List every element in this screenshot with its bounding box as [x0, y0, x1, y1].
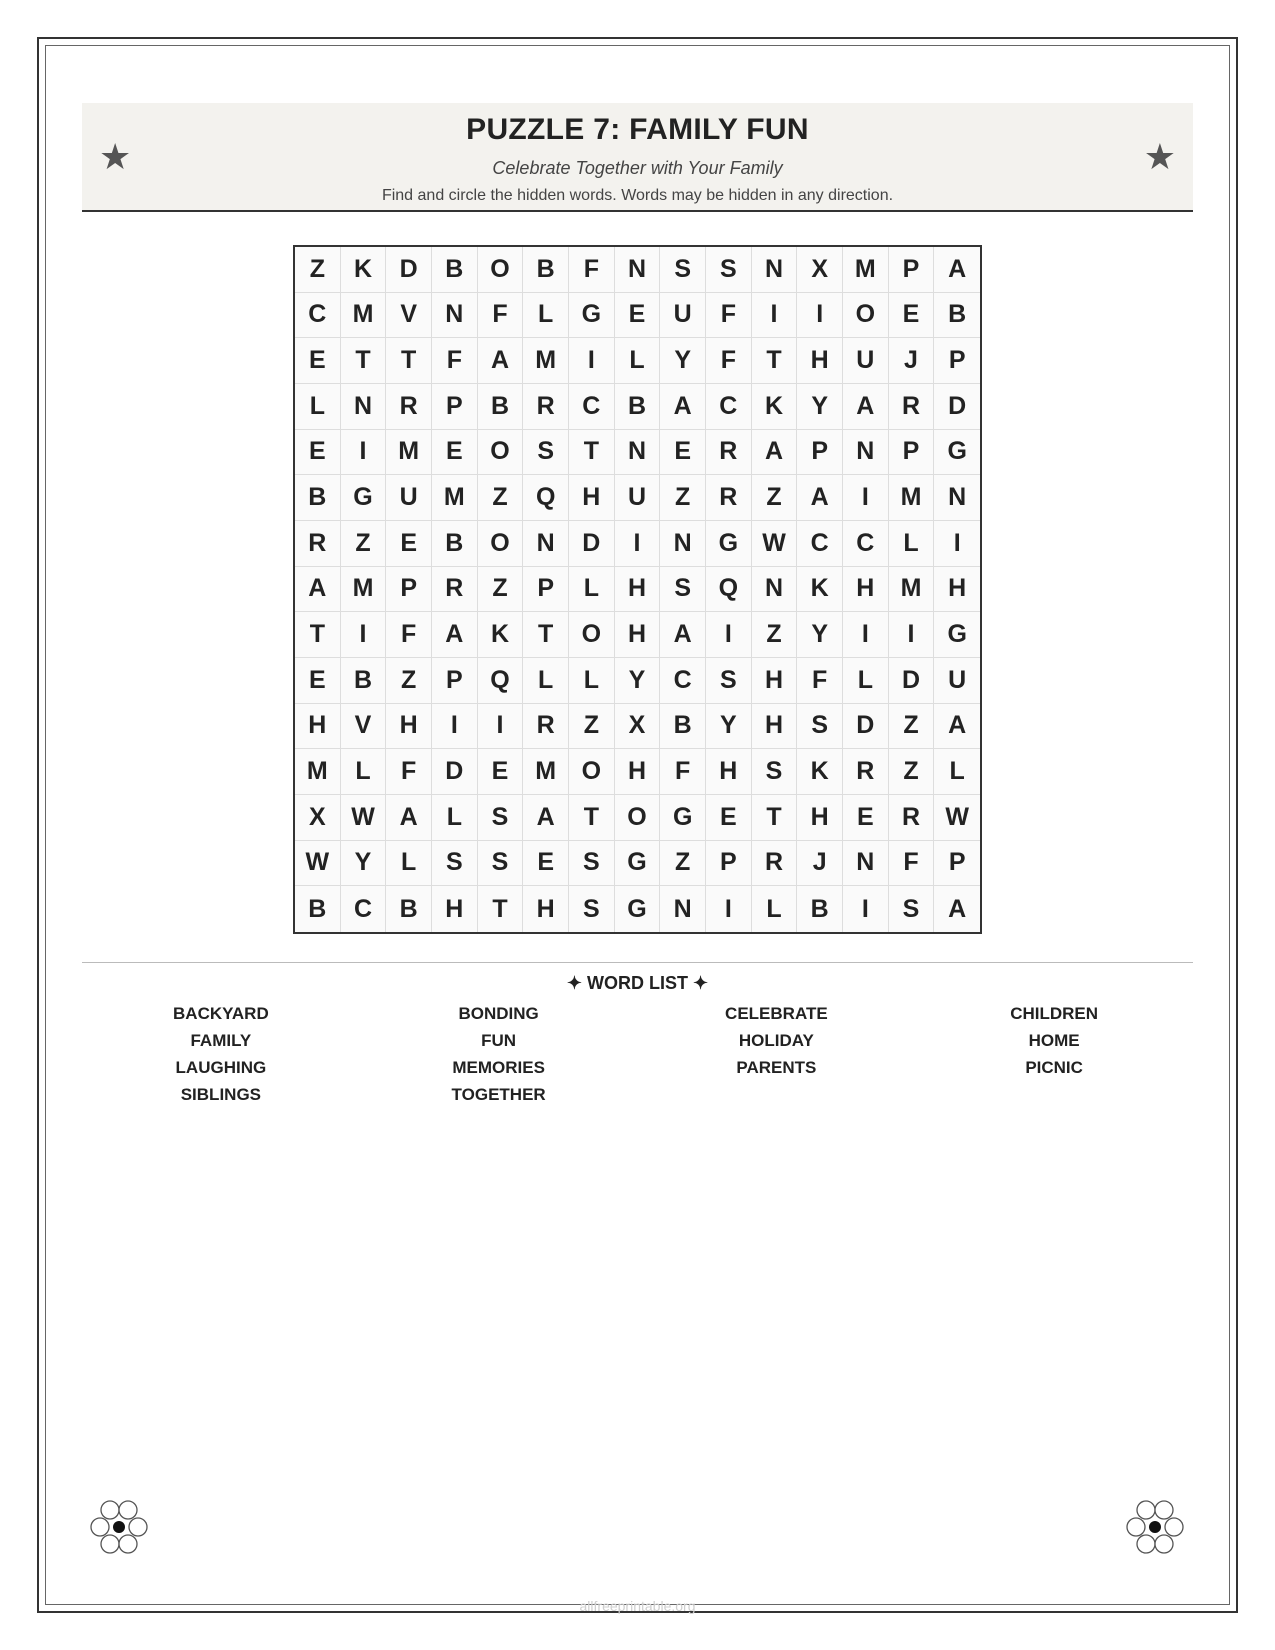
grid-cell: T: [341, 338, 387, 384]
grid-cell: A: [843, 384, 889, 430]
grid-cell: Q: [706, 567, 752, 613]
grid-cell: G: [934, 430, 980, 476]
grid-cell: N: [615, 247, 661, 293]
grid-cell: B: [615, 384, 661, 430]
grid-cell: O: [478, 430, 524, 476]
grid-cell: G: [660, 795, 706, 841]
grid-cell: F: [660, 749, 706, 795]
grid-cell: T: [523, 612, 569, 658]
grid-cell: I: [341, 430, 387, 476]
grid-cell: I: [478, 704, 524, 750]
word-list-item: BACKYARD: [173, 1004, 269, 1023]
grid-cell: R: [752, 841, 798, 887]
grid-cell: U: [386, 475, 432, 521]
grid-cell: G: [615, 886, 661, 932]
grid-cell: F: [889, 841, 935, 887]
grid-cell: H: [706, 749, 752, 795]
grid-cell: L: [295, 384, 341, 430]
grid-cell: E: [843, 795, 889, 841]
grid-cell: M: [843, 247, 889, 293]
grid-cell: R: [706, 475, 752, 521]
grid-cell: A: [948, 894, 967, 923]
grid-cell: H: [569, 475, 615, 521]
grid-cell: H: [432, 886, 478, 932]
grid-cell: D: [386, 247, 432, 293]
grid-cell: F: [386, 749, 432, 795]
grid-cell: B: [386, 886, 432, 932]
grid-cell: B: [295, 475, 341, 521]
grid-cell: S: [478, 795, 524, 841]
grid-cell: K: [478, 612, 524, 658]
grid-cell: Q: [523, 475, 569, 521]
grid-cell: V: [341, 704, 387, 750]
grid-cell: D: [889, 658, 935, 704]
grid-cell: L: [934, 749, 980, 795]
grid-cell: A: [752, 430, 798, 476]
grid-cell: Y: [797, 384, 843, 430]
grid-cell: Z: [752, 475, 798, 521]
grid-cell: Z: [752, 612, 798, 658]
grid-cell: F: [706, 338, 752, 384]
grid-cell: T: [752, 795, 798, 841]
grid-cell: Z: [660, 475, 706, 521]
grid-cell: D: [843, 704, 889, 750]
grid-cell: S: [797, 704, 843, 750]
grid-cell: S: [523, 430, 569, 476]
grid-cell: T: [569, 430, 615, 476]
grid-cell: R: [889, 384, 935, 430]
grid-cell: D: [569, 521, 615, 567]
grid-cell: B: [478, 384, 524, 430]
grid-cell: S: [432, 841, 478, 887]
word-list-item: SIBLINGS: [180, 1085, 262, 1104]
grid-cell: Y: [341, 841, 387, 887]
grid-cell: H: [386, 704, 432, 750]
grid-cell: E: [523, 841, 569, 887]
grid-cell: L: [523, 658, 569, 704]
grid-cell: I: [934, 521, 980, 567]
grid-cell: S: [752, 749, 798, 795]
grid-cell: E: [432, 430, 478, 476]
grid-cell: R: [523, 384, 569, 430]
word-list-item: TOGETHER: [451, 1085, 546, 1104]
grid-cell: E: [660, 430, 706, 476]
grid-cell: S: [569, 886, 615, 932]
grid-cell: Y: [797, 612, 843, 658]
grid-cell: F: [706, 293, 752, 339]
grid-cell: O: [478, 521, 524, 567]
grid-cell: B: [295, 886, 341, 932]
grid-cell: C: [569, 384, 615, 430]
grid-cell: M: [889, 475, 935, 521]
grid-cell: X: [615, 704, 661, 750]
grid-cell: I: [889, 612, 935, 658]
word-list-item: BONDING: [458, 1004, 539, 1023]
grid-cell: Y: [660, 338, 706, 384]
grid-cell: I: [797, 293, 843, 339]
grid-cell: C: [341, 886, 387, 932]
word-list-item: HOLIDAY: [738, 1031, 814, 1050]
grid-cell: T: [569, 795, 615, 841]
grid-cell: Z: [889, 749, 935, 795]
grid-cell: B: [432, 247, 478, 293]
grid-cell: T: [295, 612, 341, 658]
grid-cell: S: [660, 247, 706, 293]
grid-cell: W: [295, 841, 341, 887]
grid-cell: I: [569, 338, 615, 384]
grid-cell: P: [797, 430, 843, 476]
grid-cell: P: [432, 658, 478, 704]
grid-cell: O: [615, 795, 661, 841]
grid-cell: N: [752, 567, 798, 613]
grid-cell: I: [843, 886, 889, 932]
grid-cell: P: [432, 384, 478, 430]
grid-cell: E: [706, 795, 752, 841]
grid-cell: H: [523, 886, 569, 932]
grid-cell: Z: [295, 247, 341, 293]
grid-cell: E: [889, 293, 935, 339]
word-list-item: FAMILY: [190, 1031, 252, 1050]
grid-cell: S: [660, 567, 706, 613]
grid-cell: H: [797, 338, 843, 384]
grid-cell: Z: [386, 658, 432, 704]
word-list-item: FUN: [481, 1031, 517, 1050]
grid-cell: R: [295, 521, 341, 567]
grid-cell: C: [797, 521, 843, 567]
grid-cell: H: [615, 567, 661, 613]
grid-cell: P: [934, 841, 980, 887]
grid-cell: I: [706, 886, 752, 932]
grid-cell: L: [752, 886, 798, 932]
grid-cell: D: [934, 384, 980, 430]
grid-cell: E: [295, 338, 341, 384]
grid-cell: X: [295, 795, 341, 841]
watermark: allfreeprintable.org: [579, 1598, 696, 1614]
grid-cell: I: [706, 612, 752, 658]
grid-cell: E: [295, 658, 341, 704]
grid-cell: L: [569, 658, 615, 704]
grid-cell: M: [523, 338, 569, 384]
grid-cell: I: [341, 612, 387, 658]
grid-cell: G: [706, 521, 752, 567]
grid-cell: S: [569, 841, 615, 887]
grid-cell: A: [934, 704, 980, 750]
grid-cell: L: [523, 293, 569, 339]
grid-cell: Y: [706, 704, 752, 750]
word-list-item: PICNIC: [1025, 1058, 1083, 1077]
grid-cell: I: [752, 293, 798, 339]
grid-cell: H: [615, 749, 661, 795]
grid-cell: N: [660, 521, 706, 567]
grid-cell: K: [797, 567, 843, 613]
word-list: [82, 1004, 1193, 1105]
grid-cell: N: [843, 430, 889, 476]
grid-cell: L: [615, 338, 661, 384]
grid-cell: T: [386, 338, 432, 384]
grid-cell: K: [341, 247, 387, 293]
grid-cell: U: [615, 475, 661, 521]
grid-cell: B: [934, 293, 980, 339]
grid-cell: N: [432, 293, 478, 339]
grid-cell: U: [660, 293, 706, 339]
grid-cell: C: [843, 521, 889, 567]
grid-cell: N: [523, 521, 569, 567]
grid-cell: A: [660, 612, 706, 658]
grid-cell: N: [934, 475, 980, 521]
grid-cell: P: [523, 567, 569, 613]
grid-cell: M: [432, 475, 478, 521]
grid-cell: E: [478, 749, 524, 795]
grid-cell: P: [889, 247, 935, 293]
grid-cell: L: [889, 521, 935, 567]
grid-cell: I: [432, 704, 478, 750]
grid-cell: Z: [478, 475, 524, 521]
word-list-item: CHILDREN: [1010, 1004, 1099, 1023]
grid-cell: G: [934, 612, 980, 658]
grid-cell: A: [295, 567, 341, 613]
grid-cell: N: [615, 430, 661, 476]
grid-cell: B: [797, 886, 843, 932]
grid-cell: F: [797, 658, 843, 704]
grid-cell: M: [341, 567, 387, 613]
grid-cell: P: [889, 430, 935, 476]
grid-cell: B: [523, 247, 569, 293]
grid-cell: P: [934, 338, 980, 384]
word-list-title: ✦ WORD LIST ✦: [566, 973, 709, 993]
grid-cell: H: [797, 795, 843, 841]
grid-cell: I: [615, 521, 661, 567]
word-list-item: MEMORIES: [452, 1058, 545, 1077]
grid-cell: O: [569, 749, 615, 795]
grid-cell: Y: [615, 658, 661, 704]
grid-cell: N: [843, 841, 889, 887]
grid-cell: E: [386, 521, 432, 567]
puzzle-header: [82, 103, 1193, 212]
grid-cell: B: [432, 521, 478, 567]
grid-cell: K: [797, 749, 843, 795]
grid-cell: W: [752, 521, 798, 567]
grid-cell: L: [341, 749, 387, 795]
grid-cell: L: [432, 795, 478, 841]
grid-cell: F: [432, 338, 478, 384]
page-subtitle: Celebrate Together with Your Family: [492, 158, 783, 178]
grid-cell: S: [889, 886, 935, 932]
grid-cell: S: [706, 658, 752, 704]
word-list-item: LAUGHING: [175, 1058, 267, 1077]
grid-cell: E: [295, 430, 341, 476]
grid-cell: K: [752, 384, 798, 430]
grid-cell: G: [615, 841, 661, 887]
grid-cell: E: [615, 293, 661, 339]
grid-cell: O: [478, 247, 524, 293]
grid-cell: J: [797, 841, 843, 887]
grid-cell: R: [843, 749, 889, 795]
grid-cell: T: [478, 886, 524, 932]
grid-cell: W: [341, 795, 387, 841]
grid-cell: V: [386, 293, 432, 339]
grid-cell: A: [432, 612, 478, 658]
star-icon: ★: [99, 136, 132, 177]
grid-cell: O: [569, 612, 615, 658]
word-list-item: PARENTS: [736, 1058, 817, 1077]
grid-cell: M: [386, 430, 432, 476]
grid-cell: A: [386, 795, 432, 841]
grid-cell: B: [660, 704, 706, 750]
grid-cell: U: [934, 658, 980, 704]
grid-cell: G: [569, 293, 615, 339]
grid-cell: M: [889, 567, 935, 613]
grid-cell: N: [660, 886, 706, 932]
grid-cell: R: [889, 795, 935, 841]
flower-icon: [1124, 1500, 1188, 1560]
grid-cell: G: [341, 475, 387, 521]
grid-cell: U: [843, 338, 889, 384]
grid-cell: Z: [569, 704, 615, 750]
grid-cell: M: [295, 749, 341, 795]
grid-cell: H: [752, 658, 798, 704]
instructions: Find and circle the hidden words. Words may be hidden in any direction.: [381, 187, 894, 204]
word-search-grid: [293, 245, 982, 934]
grid-cell: A: [523, 795, 569, 841]
grid-cell: L: [569, 567, 615, 613]
grid-cell: R: [523, 704, 569, 750]
grid-cell: P: [706, 841, 752, 887]
grid-cell: N: [752, 247, 798, 293]
grid-cell: A: [660, 384, 706, 430]
grid-cell: F: [569, 247, 615, 293]
grid-cell: X: [797, 247, 843, 293]
grid-cell: Z: [660, 841, 706, 887]
grid-cell: A: [478, 338, 524, 384]
grid-cell: L: [843, 658, 889, 704]
flower-icon: [88, 1500, 152, 1560]
grid-cell: C: [660, 658, 706, 704]
grid-cell: R: [706, 430, 752, 476]
grid-cell: Z: [889, 704, 935, 750]
grid-cell: C: [295, 293, 341, 339]
grid-cell: D: [432, 749, 478, 795]
grid-cell: Z: [341, 521, 387, 567]
grid-cell: I: [843, 612, 889, 658]
grid-cell: F: [478, 293, 524, 339]
grid-cell: T: [752, 338, 798, 384]
grid-cell: J: [889, 338, 935, 384]
word-list-item: CELEBRATE: [725, 1004, 828, 1023]
page-title: PUZZLE 7: FAMILY FUN: [466, 113, 809, 146]
grid-cell: L: [386, 841, 432, 887]
grid-cell: R: [386, 384, 432, 430]
grid-cell: H: [752, 704, 798, 750]
grid-cell: H: [843, 567, 889, 613]
grid-cell: P: [386, 567, 432, 613]
grid-cell: I: [843, 475, 889, 521]
grid-cell: S: [478, 841, 524, 887]
grid-cell: Z: [478, 567, 524, 613]
grid-cell: H: [934, 567, 980, 613]
grid-cell: H: [295, 704, 341, 750]
grid-cell: R: [432, 567, 478, 613]
grid-cell: N: [341, 384, 387, 430]
word-list-item: HOME: [1028, 1031, 1080, 1050]
grid-cell: B: [341, 658, 387, 704]
grid-cell: O: [843, 293, 889, 339]
star-icon: ★: [1143, 136, 1176, 177]
grid-cell: A: [797, 475, 843, 521]
grid-cell: A: [934, 247, 980, 293]
grid-cell: S: [706, 247, 752, 293]
grid-cell: H: [615, 612, 661, 658]
grid-cell: C: [706, 384, 752, 430]
grid-cell: W: [934, 795, 980, 841]
grid-cell: M: [341, 293, 387, 339]
grid-cell: Q: [478, 658, 524, 704]
divider: [82, 962, 1193, 963]
grid-cell: M: [523, 749, 569, 795]
grid-cell: F: [386, 612, 432, 658]
